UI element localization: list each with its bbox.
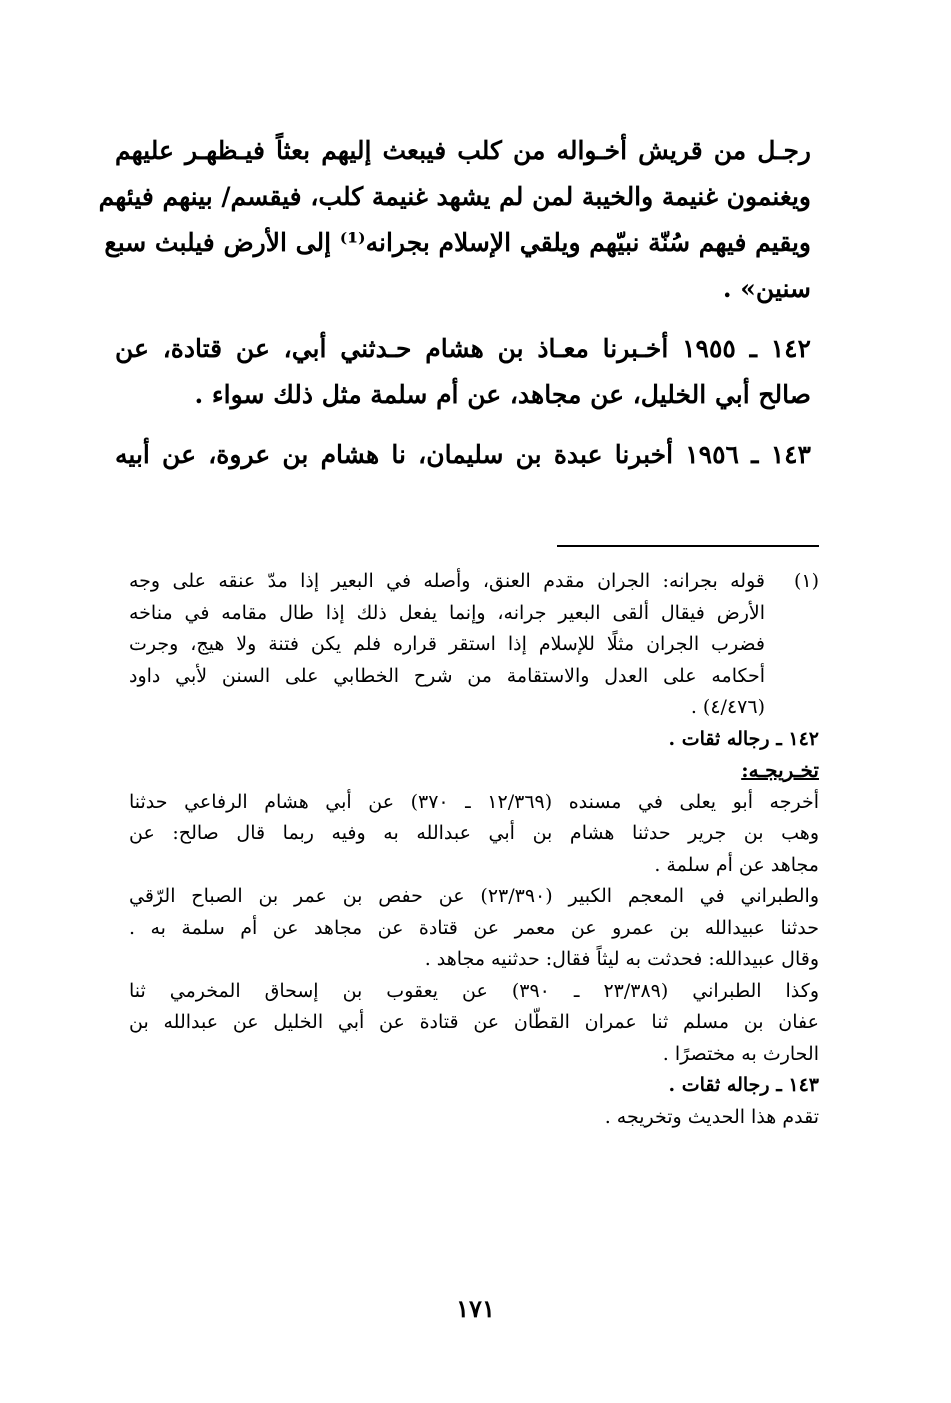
main-text-line: رجـل من قريش أخـواله من كلب فيبعث إليهم بعثاً فيـظهـر عليهم [115, 136, 811, 165]
takhrij-line: الحارث به مختصرًا . [662, 1042, 819, 1065]
hadith-1955-line: ١٤٢ ـ ١٩٥٥ أخـبرنا معـاذ بن هشام حـدثني أبي، عن قتادة، عن [115, 334, 811, 363]
takhrij-heading: تخـريجـه: [741, 758, 819, 782]
page-number: ١٧١ [456, 1294, 495, 1323]
footnote-1 [129, 566, 819, 724]
footnote-line: فضرب الجران مثلًا للإسلام إذا استقر قراره فلم يكن فتنة ولا هيج، وجرت [129, 633, 765, 655]
footnotes [129, 566, 819, 1133]
footnote-line: قوله بجرانه: الجران مقدم العنق، وأصله في البعير إذا مدّ عنقه على وجه [129, 570, 765, 592]
footnote-line: (٤/٤٧٦) . [690, 696, 765, 718]
footnote-line: أحكامه على العدل والاستقامة من شرح الخطابي على السنن لأبي داود [129, 664, 765, 687]
hadith-1956-line: ١٤٣ ـ ١٩٥٦ أخبرنا عبدة بن سليمان، نا هشام بن عروة، عن أبيه [115, 440, 811, 469]
footnote-marker: (١) [793, 570, 819, 592]
takhrij-line: وقال عبيدالله: فحدثت به ليثاً فقال: حدثنيه مجاهد . [424, 948, 819, 970]
takhrij-line: حدثنا عبيدالله بن عمرو عن معمر عن قتادة عن مجاهد عن أم سلمة به . [129, 916, 819, 939]
takhrij-line: وكذا الطبراني (٢٣/٣٨٩ ـ ٣٩٠) عن يعقوب بن إسحاق المخرمي ثنا [129, 979, 820, 1002]
main-text-line: سنين» . [722, 274, 811, 303]
note-143-status: ١٤٣ ـ رجاله ثقات . [668, 1074, 819, 1096]
takhrij-line: وهب بن جرير حدثنا هشام بن أبي عبدالله به وفيه ربما قال صالح: عن [129, 822, 819, 844]
note-143-text: تقدم هذا الحديث وتخريجه . [604, 1105, 819, 1128]
takhrij-line: والطبراني في المعجم الكبير (٢٣/٣٩٠) عن حفص بن عمر بن الصباح الرّقي [129, 885, 820, 907]
hadith-1955-line: صالح أبي الخليل، عن مجاهد، عن أم سلمة مثل ذلك سواء . [194, 380, 811, 409]
footnote-line: الأرض فيقال ألقى البعير جرانه، وإنما يفعل ذلك إذا طال مقامه في مناخه [129, 601, 765, 624]
main-text [98, 128, 811, 478]
takhrij-line: أخرجه أبو يعلى في مسنده (١٢/٣٦٩ ـ ٣٧٠) عن أبي هشام الرفاعي حدثنا [129, 790, 819, 813]
main-text-line: ويغنمون غنيمة والخيبة لمن لم يشهد غنيمة كلب، فيقسم/ بينهم فيئهم [98, 182, 811, 211]
footnote-separator [557, 545, 819, 547]
takhrij-line: عفان بن مسلم ثنا عمران القطّان عن قتادة عن أبي الخليل عن عبدالله بن [129, 1011, 819, 1033]
takhrij-line: مجاهد عن أم سلمة . [654, 853, 819, 876]
main-text-line: ويقيم فيهم سُنّة نبيّهم ويلقي الإسلام بجرانه⁽¹⁾ إلى الأرض فيلبث سبع [104, 228, 811, 257]
note-142-status: ١٤٢ ـ رجاله ثقات . [668, 727, 819, 750]
